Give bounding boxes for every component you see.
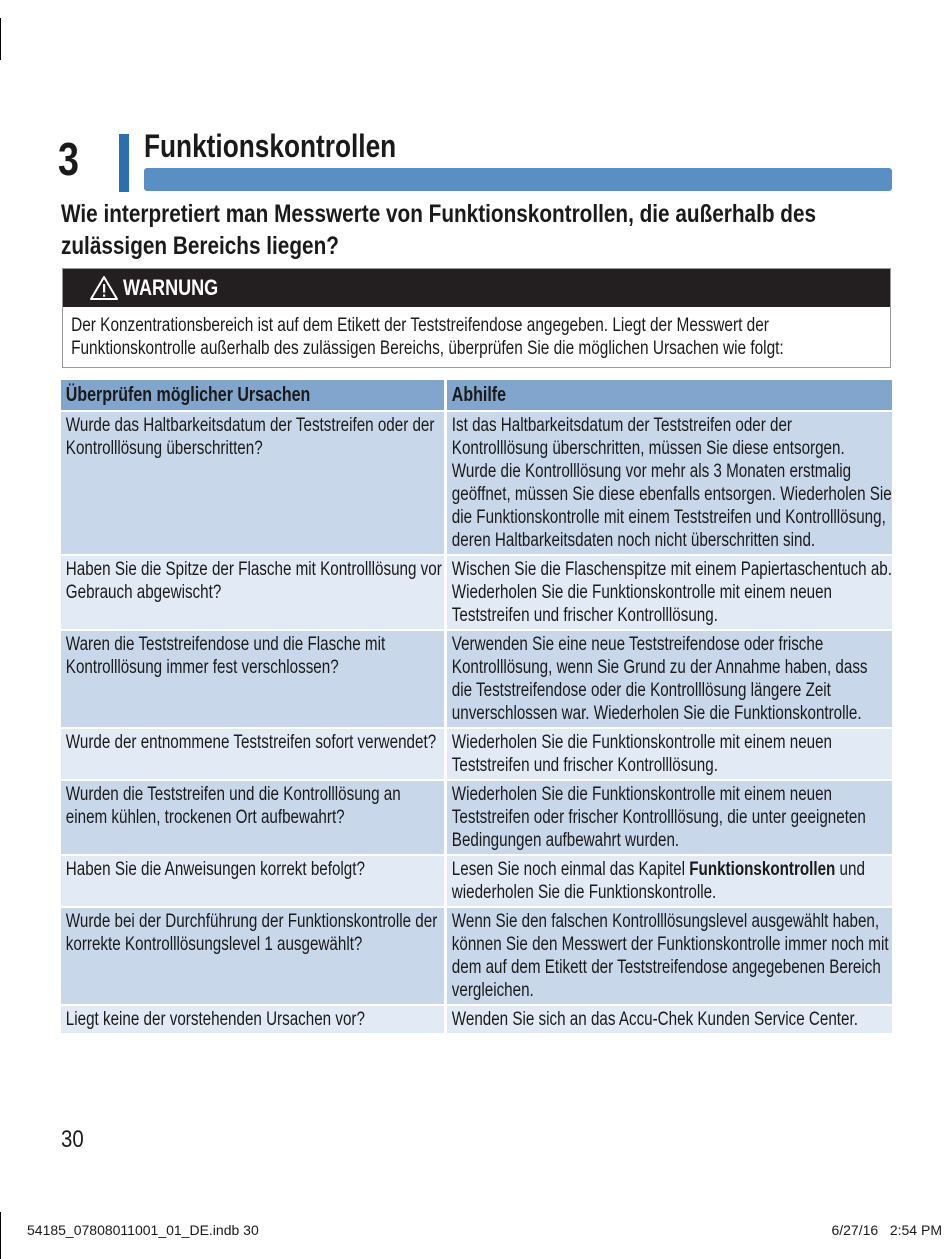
chapter-number: 3 <box>58 133 79 185</box>
crop-mark-top <box>0 18 1 60</box>
chapter-title-bar <box>144 168 892 191</box>
cause-cell: Waren die Teststreifendose und die Flasche mit Kontrolllösung immer fest verschlossen? <box>61 631 447 729</box>
table-row <box>61 856 892 908</box>
table-row <box>61 1006 892 1035</box>
column-header-remedy: Abhilfe <box>447 380 892 412</box>
section-question: Wie interpretiert man Messwerte von Funktionskontrollen, die außerhalb des zulässigen Bereichs liegen? <box>61 200 817 260</box>
table-row <box>61 631 892 729</box>
table-row <box>61 781 892 856</box>
cause-cell: Wurde der entnommene Teststreifen sofort verwendet? <box>61 729 447 781</box>
page-number: 30 <box>61 1126 84 1153</box>
table-row <box>61 412 892 556</box>
column-header-causes: Überprüfen möglicher Ursachen <box>61 380 447 412</box>
cause-cell: Wurde bei der Durchführung der Funktionskontrolle der korrekte Kontrolllösungslevel 1 ausgewählt? <box>61 908 447 1006</box>
cause-cell: Wurden die Teststreifen und die Kontrolllösung an einem kühlen, trockenen Ort aufbewahrt? <box>61 781 447 856</box>
table-row <box>61 729 892 781</box>
remedy-cell: Verwenden Sie eine neue Teststreifendose oder frische Kontrolllösung, wenn Sie Grund zu der Annahme haben, dass die Teststreifendose oder die Kontrolllösung längere Zeit unverschlossen war. Wiederholen Sie die Funktionskontrolle. <box>447 631 892 729</box>
crop-mark-bottom <box>0 1212 1 1259</box>
print-slug-file: 54185_07808011001_01_DE.indb 30 <box>27 1222 259 1238</box>
warning-header <box>63 269 890 307</box>
warning-label: WARNUNG <box>123 275 219 300</box>
warning-triangle-icon <box>89 275 119 301</box>
table-row <box>61 908 892 1006</box>
warning-text: Der Konzentrationsbereich ist auf dem Etikett der Teststreifendose angegeben. Liegt der Messwert der Funktionskontrolle außerhalb des zulässigen Bereichs, überprüfen Sie die möglichen Ursachen wie folgt: <box>71 315 784 359</box>
remedy-cell: Ist das Haltbarkeitsdatum der Teststreifen oder der Kontrolllösung überschritten, müssen Sie diese entsorgen. Wurde die Kontrolllösung vor mehr als 3 Monaten erstmalig geöffnet, müssen Sie diese ebenfalls entsorgen. Wiederholen Sie die Funktionskontrolle mit einem Teststreifen und Kontrolllösung, deren Haltbarkeitsdaten noch nicht überschritten sind. <box>447 412 892 556</box>
cause-cell: Liegt keine der vorstehenden Ursachen vor? <box>61 1006 447 1035</box>
table-row <box>61 556 892 631</box>
remedy-text-before: Lesen Sie noch einmal das Kapitel <box>451 859 690 880</box>
remedy-cell: Wenn Sie den falschen Kontrolllösungslevel ausgewählt haben, können Sie den Messwert der Funktionskontrolle immer noch mit dem auf dem Etikett der Teststreifendose angegebenen Bereich vergleichen. <box>447 908 892 1006</box>
chapter-reference: Funktionskontrollen <box>689 859 836 880</box>
cause-cell: Haben Sie die Spitze der Flasche mit Kontrolllösung vor Gebrauch abgewischt? <box>61 556 447 631</box>
remedy-cell: Wenden Sie sich an das Accu-Chek Kunden Service Center. <box>447 1006 892 1035</box>
remedy-cell: Wiederholen Sie die Funktionskontrolle mit einem neuen Teststreifen und frischer Kontrolllösung. <box>447 729 892 781</box>
remedy-cell: Wischen Sie die Flaschenspitze mit einem Papiertaschentuch ab. Wiederholen Sie die Funktionskontrolle mit einem neuen Teststreifen und frischer Kontrolllösung. <box>447 556 892 631</box>
cause-cell: Haben Sie die Anweisungen korrekt befolgt? <box>61 856 447 908</box>
print-slug-datetime: 6/27/16 2:54 PM <box>831 1222 942 1238</box>
remedy-cell: Wiederholen Sie die Funktionskontrolle mit einem neuen Teststreifen oder frischer Kontrolllösung, die unter geeigneten Bedingungen aufbewahrt wurden. <box>447 781 892 856</box>
chapter-accent-bar <box>119 134 129 192</box>
cause-cell: Wurde das Haltbarkeitsdatum der Teststreifen oder der Kontrolllösung überschritten? <box>61 412 447 556</box>
warning-box <box>62 268 891 368</box>
chapter-title: Funktionskontrollen <box>144 128 397 164</box>
remedy-cell <box>447 856 892 908</box>
remedy-text-after: und wiederholen Sie die Funktionskontrolle. <box>451 859 865 903</box>
troubleshooting-table <box>61 380 892 1035</box>
table-header-row <box>61 380 892 412</box>
